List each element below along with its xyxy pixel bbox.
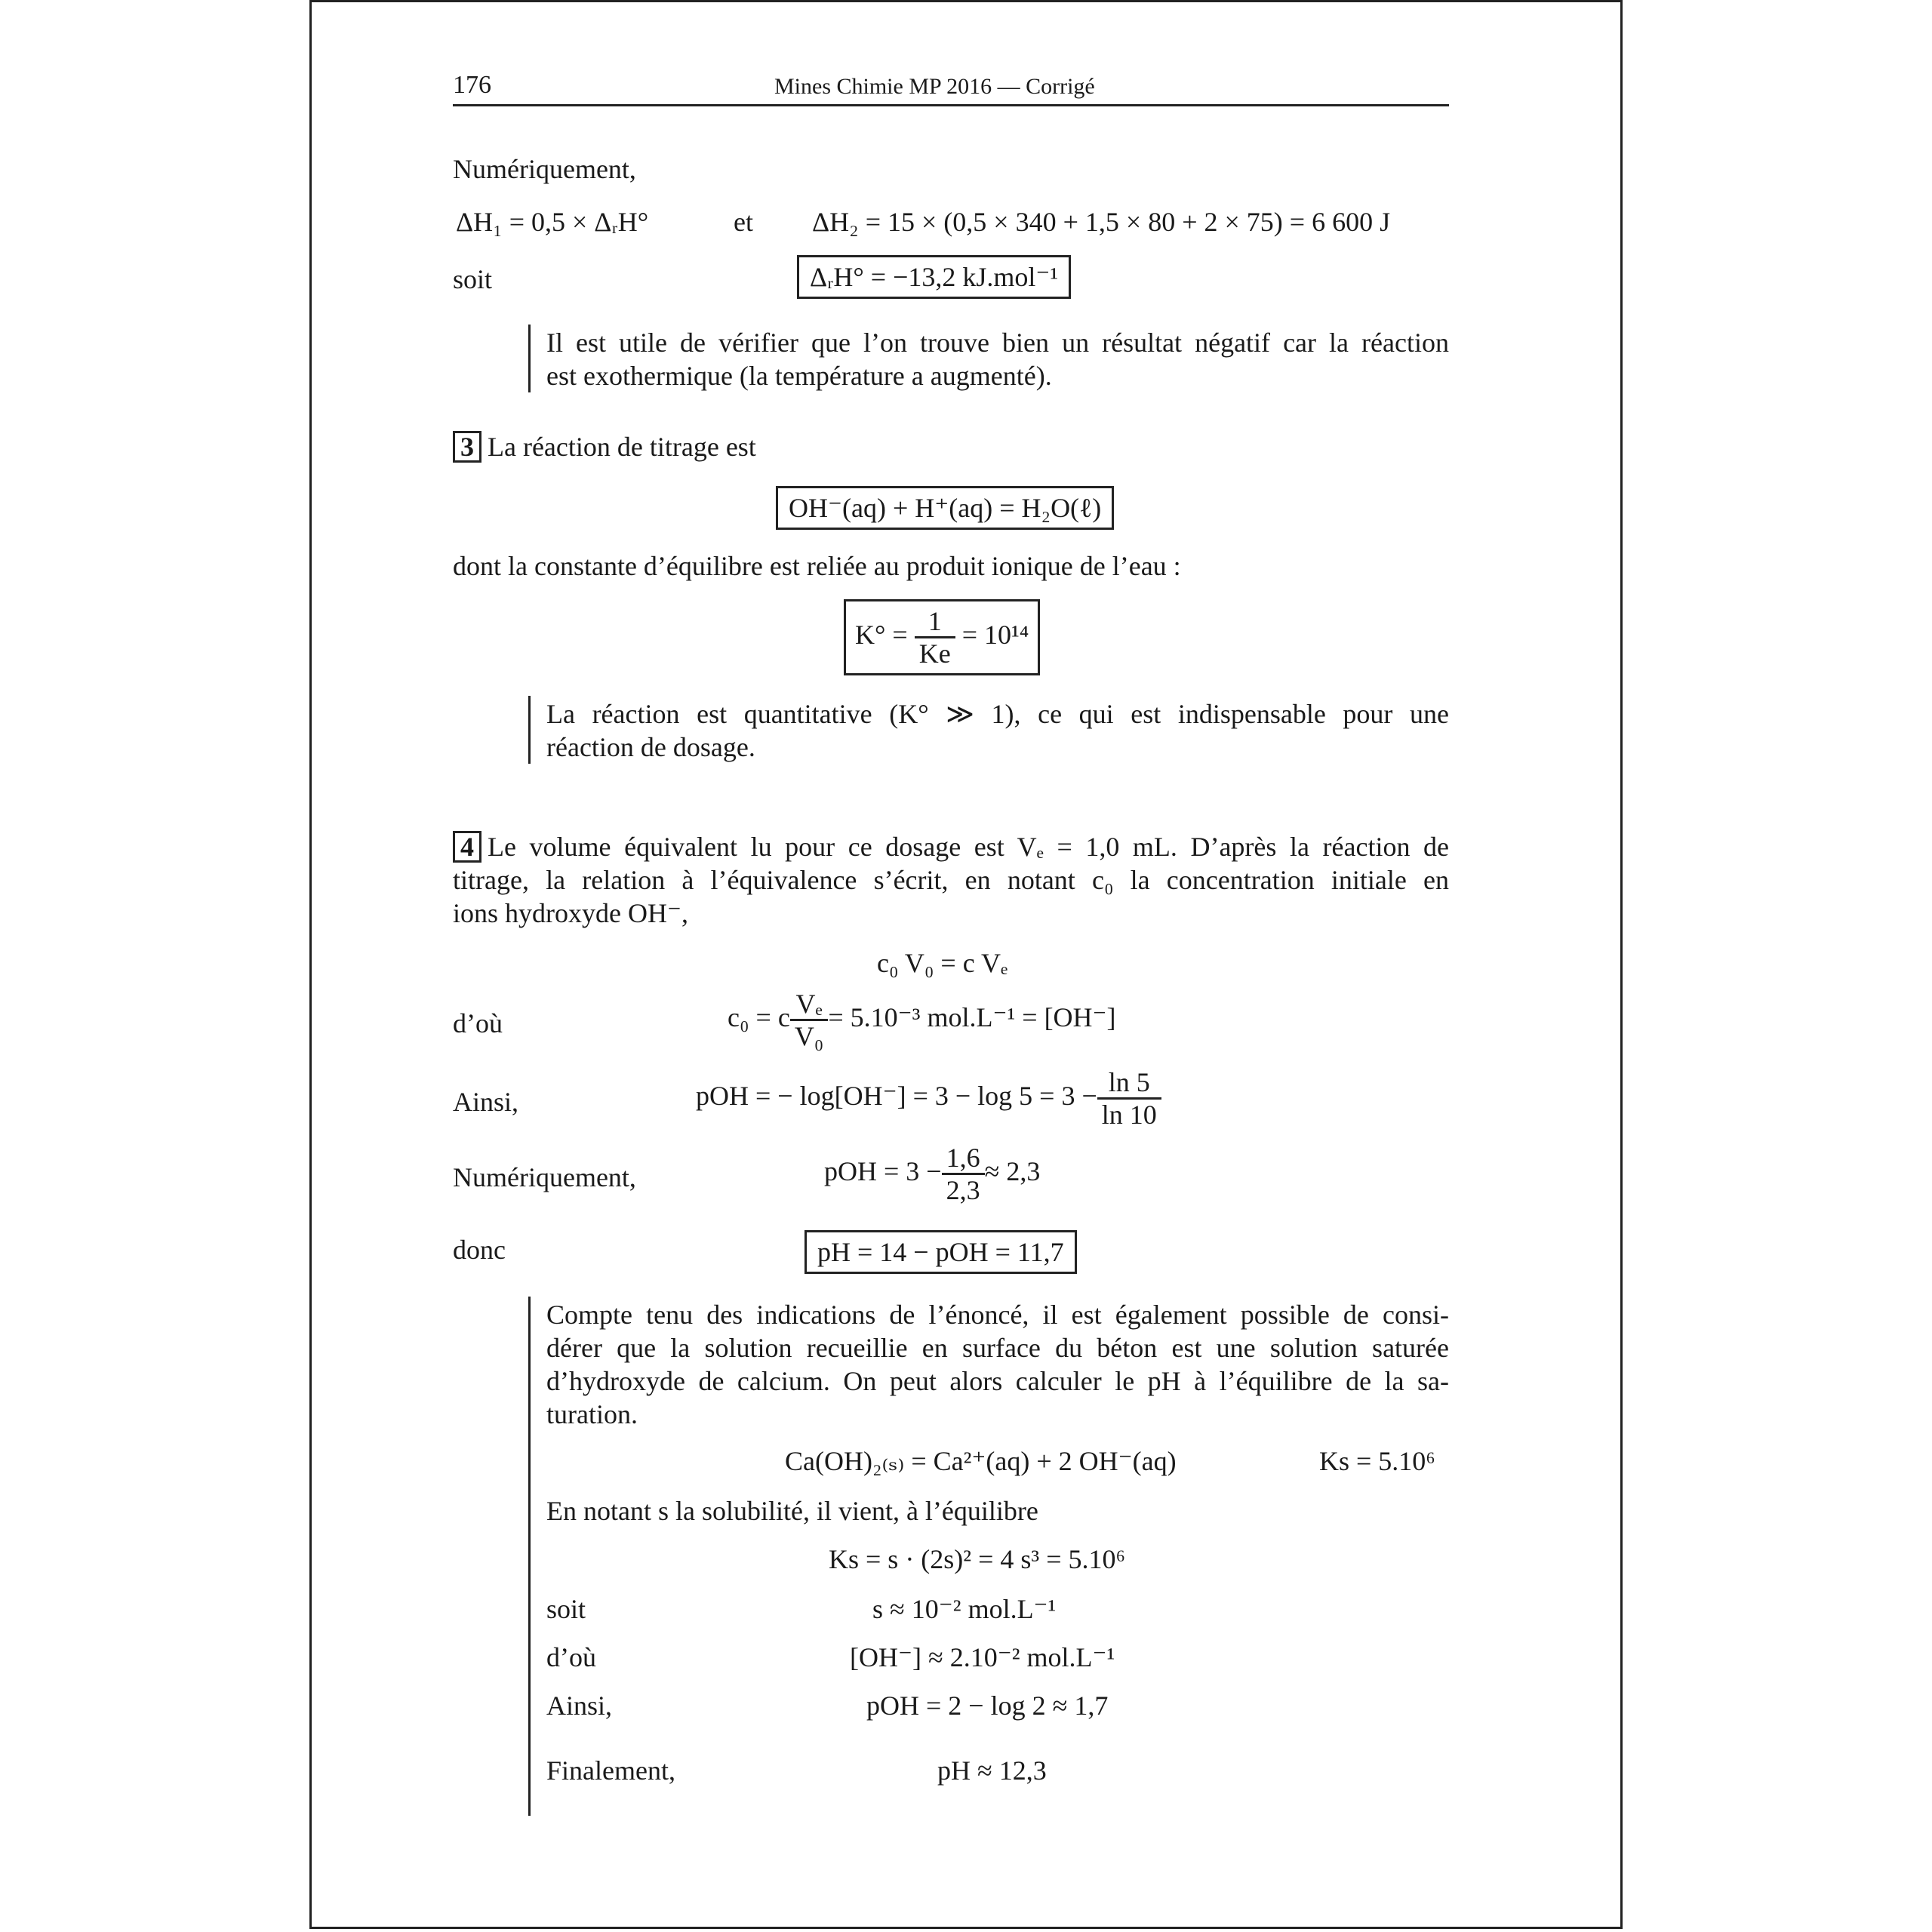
ks-equation: Ks = s · (2s)² = 4 s³ = 5.10⁶ bbox=[829, 1544, 1126, 1574]
question-3-intro: La réaction de titrage est bbox=[488, 432, 756, 462]
numeric-fraction: $\frac{1,6}{2,3}$ bbox=[942, 1143, 985, 1205]
soit-label: soit bbox=[453, 264, 493, 294]
k-numerator: 1 bbox=[915, 606, 955, 638]
ainsi-label: Ainsi, bbox=[453, 1087, 519, 1117]
titration-reaction-box: OH⁻(aq) + H⁺(aq) = H₂O(ℓ) bbox=[776, 486, 1114, 530]
running-title: Mines Chimie MP 2016 — Corrigé bbox=[774, 74, 1095, 99]
ph-final-equation: pH ≈ 12,3 bbox=[937, 1755, 1047, 1786]
question-4-line: 4 Le volume équivalent lu pour ce dosage est Vₑ = 1,0 mL. D’après la réaction de bbox=[453, 830, 1449, 863]
remark-line: La réaction est quantitative (K° ≫ 1), ce qui est indispensable pour une bbox=[546, 699, 1449, 729]
remark-line: est exothermique (la température a augmenté). bbox=[546, 361, 1052, 391]
poh-numeric-equation: pOH = 3 − $\frac{1,6}{2,3}$ ≈ 2,3 bbox=[824, 1143, 1041, 1205]
remark-text bbox=[546, 697, 1449, 764]
remark-line: turation. bbox=[546, 1399, 638, 1429]
oh-equation: [OH⁻] ≈ 2.10⁻² mol.L⁻¹ bbox=[850, 1642, 1115, 1672]
numeriquement-label: Numériquement, bbox=[453, 154, 636, 184]
question-3-heading bbox=[453, 430, 756, 463]
k-lhs: K° = bbox=[855, 619, 908, 650]
remark-line: d’hydroxyde de calcium. On peut alors calculer le pH à l’équilibre de la sa- bbox=[546, 1366, 1449, 1396]
result-box-drh: ΔᵣH° = −13,2 kJ.mol⁻¹ bbox=[797, 255, 1071, 299]
dissolution-reaction: Ca(OH)₂₍ₛ₎ = Ca²⁺(aq) + 2 OH⁻(aq) bbox=[785, 1446, 1177, 1476]
dou-label: d’où bbox=[453, 1008, 503, 1038]
donc-label: donc bbox=[453, 1235, 506, 1265]
dou-label: d’où bbox=[546, 1642, 596, 1672]
remark-bar bbox=[528, 1297, 531, 1816]
poh-equation: pOH = 2 − log 2 ≈ 1,7 bbox=[866, 1690, 1109, 1721]
ph-result-box: pH = 14 − pOH = 11,7 bbox=[804, 1230, 1077, 1274]
finalement-label: Finalement, bbox=[546, 1755, 675, 1786]
ks-value: Ks = 5.10⁶ bbox=[1319, 1446, 1435, 1476]
ln-fraction: $\frac{\ln 5}{\ln 10}$ bbox=[1097, 1067, 1161, 1130]
ve-v0-fraction: $\frac{\text{Vₑ}}{\text{V₀}}$ bbox=[790, 989, 829, 1051]
page-number: 176 bbox=[453, 71, 491, 99]
question-4-line: titrage, la relation à l’équivalence s’écrit, en notant c₀ la concentration initiale en bbox=[453, 865, 1449, 895]
c0-equation: c₀ = c $\frac{\text{Vₑ}}{\text{V₀}}$ = 5.10⁻³ mol.L⁻¹ = [OH⁻] bbox=[728, 989, 1116, 1051]
k-constant-box bbox=[844, 599, 1040, 675]
remark-line: dérer que la solution recueillie en surface du béton est une solution saturée bbox=[546, 1333, 1449, 1363]
question-4-text bbox=[453, 830, 1449, 930]
remark-line: Il est utile de vérifier que l’on trouve bien un résultat négatif car la réaction bbox=[546, 328, 1449, 358]
k-denominator: Ke bbox=[918, 638, 951, 669]
ainsi-label: Ainsi, bbox=[546, 1690, 613, 1721]
et-label: et bbox=[734, 207, 753, 237]
remark-bar bbox=[528, 325, 531, 392]
remark-text bbox=[546, 1298, 1449, 1431]
question-number-3: 3 bbox=[453, 431, 481, 463]
equation-dh2: ΔH₂ = 15 × (0,5 × 340 + 1,5 × 80 + 2 × 75) = 6 600 J bbox=[812, 207, 1391, 237]
soit-label: soit bbox=[546, 1594, 586, 1624]
equilibrium-constant-text: dont la constante d’équilibre est reliée au produit ionique de l’eau : bbox=[453, 551, 1181, 581]
k-rhs: = 10¹⁴ bbox=[961, 619, 1029, 650]
remark-line: Compte tenu des indications de l’énoncé, il est également possible de consi- bbox=[546, 1300, 1449, 1330]
equation-dh1: ΔH₁ = 0,5 × ΔᵣH° bbox=[456, 207, 649, 237]
k-fraction bbox=[915, 606, 955, 669]
question-4-line: ions hydroxyde OH⁻, bbox=[453, 898, 688, 928]
poh-equation: pOH = − log[OH⁻] = 3 − log 5 = 3 − $\frac{\ln 5}{\ln 10}$ bbox=[696, 1067, 1161, 1130]
remark-bar bbox=[528, 696, 531, 764]
remark-line: réaction de dosage. bbox=[546, 732, 755, 762]
solubility-equation: s ≈ 10⁻² mol.L⁻¹ bbox=[872, 1594, 1057, 1624]
equivalence-equation: c₀ V₀ = c Vₑ bbox=[877, 948, 1008, 978]
remark-text bbox=[546, 326, 1449, 392]
solubility-text: En notant s la solubilité, il vient, à l’équilibre bbox=[546, 1496, 1038, 1526]
header-rule bbox=[453, 104, 1449, 106]
numeriquement-label: Numériquement, bbox=[453, 1162, 636, 1192]
question-number-4: 4 bbox=[453, 831, 481, 863]
